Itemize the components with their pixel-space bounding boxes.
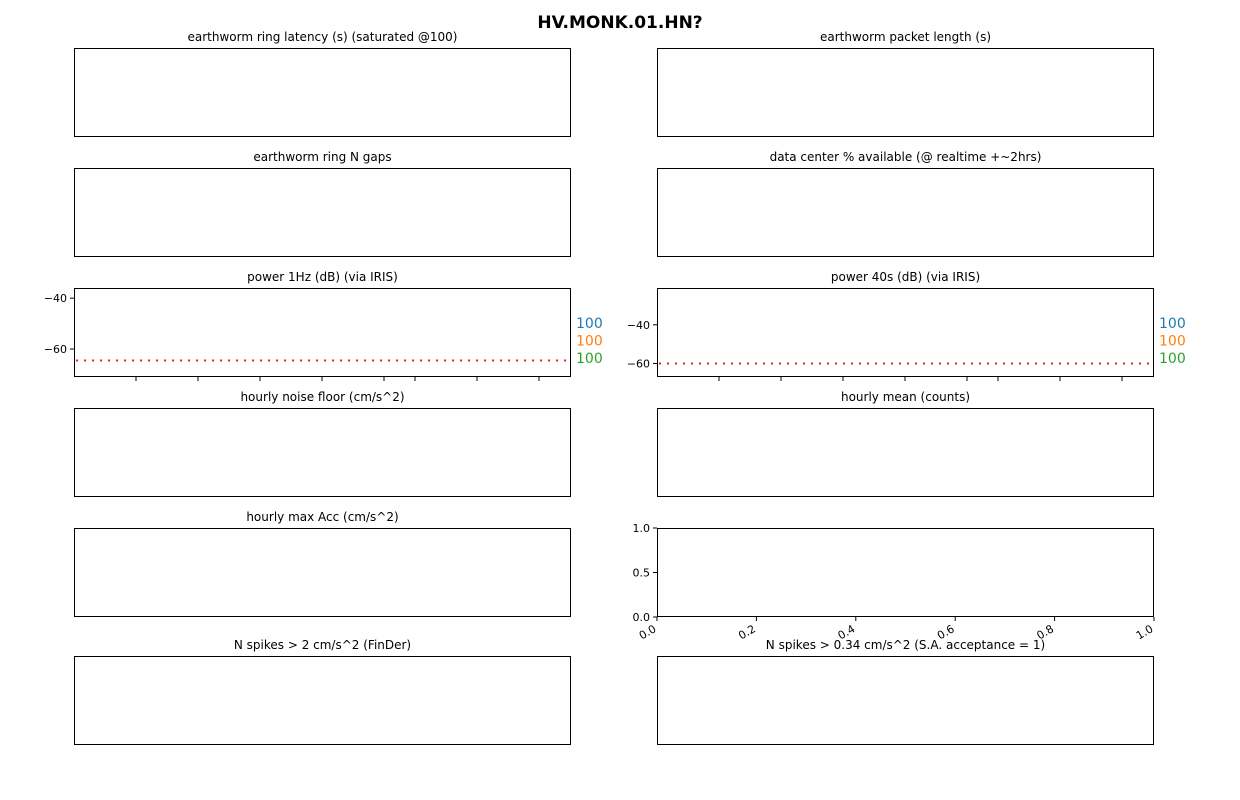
xtick-label: 0.8 — [1034, 622, 1057, 643]
side-label: 100 — [576, 333, 603, 350]
panel-title-ring-latency: earthworm ring latency (s) (saturated @100) — [187, 30, 458, 44]
side-label: 100 — [576, 351, 603, 367]
panel-title-power-1hz: power 1Hz (dB) (via IRIS) — [247, 270, 398, 284]
xtick-label: 0.2 — [736, 622, 758, 643]
side-label: 100 — [1159, 351, 1186, 367]
panel-title-packet-length: earthworm packet length (s) — [819, 30, 992, 44]
ytick-label: −40 — [626, 318, 650, 332]
panel-title-power-40s: power 40s (dB) (via IRIS) — [830, 270, 981, 284]
figure-title: HV.MONK.01.HN? — [537, 13, 703, 33]
side-label: 100 — [1159, 333, 1186, 350]
panel-title-spikes-finder: N spikes > 2 cm/s^2 (FinDer) — [233, 638, 412, 652]
panel-title-ring-gaps: earthworm ring N gaps — [253, 150, 392, 164]
xtick-label: 0.4 — [835, 622, 858, 643]
ytick-label: 1.0 — [632, 522, 650, 535]
panel-title-noise-floor: hourly noise floor (cm/s^2) — [240, 390, 405, 404]
xtick-label: 0.6 — [935, 622, 957, 643]
xtick-label: 1.0 — [1133, 622, 1156, 643]
ytick-label: −60 — [43, 343, 67, 357]
ytick-label: −40 — [43, 292, 67, 306]
xtick-label: 0.0 — [636, 622, 659, 643]
side-label: 100 — [576, 316, 603, 332]
ytick-label: 0.5 — [632, 566, 650, 580]
panel-title-spikes-sa: N spikes > 0.34 cm/s^2 (S.A. acceptance = 1) — [765, 638, 1046, 652]
side-label: 100 — [1159, 316, 1186, 332]
panel-title-hourly-mean: hourly mean (counts) — [840, 390, 971, 404]
panel-title-max-acc: hourly max Acc (cm/s^2) — [246, 510, 399, 524]
panel-title-availability: data center % available (@ realtime +~2hrs) — [769, 150, 1042, 164]
ytick-label: −60 — [626, 357, 650, 371]
ytick-label: 0.0 — [632, 611, 650, 624]
